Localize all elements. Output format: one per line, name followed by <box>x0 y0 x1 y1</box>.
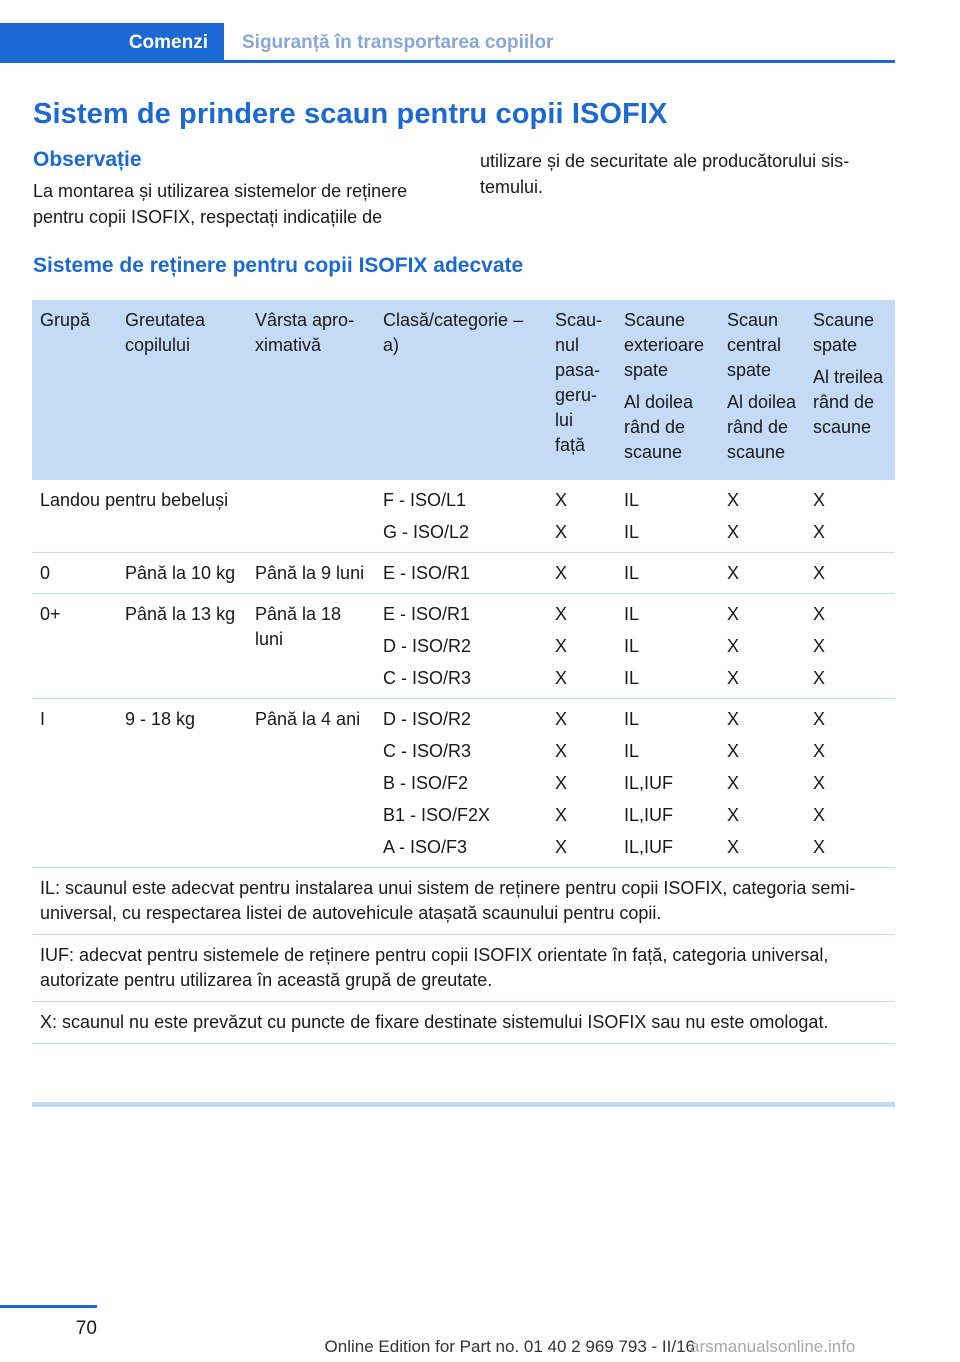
watermark: arsmanualsonline.info <box>690 1337 856 1356</box>
cell-group: I <box>32 699 117 868</box>
cell-value: IL <box>624 741 640 761</box>
table-row <box>32 553 895 594</box>
column-header-text: Al doilea rând de scaune <box>727 392 797 462</box>
cell-value: X <box>555 636 568 656</box>
cell-value: IL <box>624 563 640 583</box>
cell-value: G - ISO/L2 <box>383 522 470 542</box>
cell-front <box>547 699 616 868</box>
cell-value: X <box>555 837 568 857</box>
cell-value: B1 - ISO/F2X <box>383 805 491 825</box>
cell-third <box>805 594 895 699</box>
cell-value: IL <box>624 636 640 656</box>
cell-center <box>719 480 805 553</box>
cell-third <box>805 480 895 553</box>
cell-value: X <box>555 490 568 510</box>
cell-value: X <box>813 668 826 688</box>
cell-value: IL,IUF <box>624 837 674 857</box>
cell-value: X <box>727 522 740 542</box>
tab-comenzi[interactable]: Comenzi <box>0 23 224 63</box>
cell-outer <box>616 480 719 553</box>
cell-value: C - ISO/R3 <box>383 668 472 688</box>
column-header-text: Al doilea rând de scaune <box>624 392 694 462</box>
cell-value: X <box>727 636 740 656</box>
section-title: Sisteme de reținere pentru copii ISOFIX adecvate <box>33 254 524 277</box>
cell-value: X <box>813 709 826 729</box>
cell-value: D - ISO/R2 <box>383 709 472 729</box>
cell-value: X <box>813 805 826 825</box>
isofix-table <box>32 300 895 1044</box>
cell-group: 0 <box>32 553 117 594</box>
cell-third <box>805 553 895 594</box>
cell-third <box>805 699 895 868</box>
cell-value: IL <box>624 668 640 688</box>
cell-value: X <box>555 805 568 825</box>
cell-classes <box>375 594 547 699</box>
cell-value: X <box>813 490 826 510</box>
cell-value: X <box>813 837 826 857</box>
legend-note: IL: scaunul este adecvat pentru instalarea unui sistem de reținere pentru copii ISOFIX, categoria semi-universal, cu respectarea listei de autovehicule atașată scaunului pentru copii. <box>32 868 895 935</box>
table-bottom-bar <box>32 1102 895 1107</box>
cell-value: X <box>555 668 568 688</box>
column-header-text: Vârsta aproximativă <box>255 310 355 355</box>
cell-value: X <box>813 773 826 793</box>
tab-child-safety[interactable]: Siguranță în transportarea copiilor <box>242 32 554 53</box>
footer-rule <box>0 1305 97 1308</box>
edition-label: Online Edition for Part no. 01 40 2 969 793 - II/16 <box>324 1337 695 1356</box>
page-title: Sistem de prindere scaun pentru copii ISOFIX <box>33 98 668 130</box>
cell-value: X <box>813 522 826 542</box>
cell-value: X <box>727 837 740 857</box>
cell-classes <box>375 553 547 594</box>
cell-value: X <box>727 490 740 510</box>
column-header-text: Scaune spate <box>813 310 875 355</box>
cell-value: IL <box>624 490 640 510</box>
column-header-text: Scaunul pasagerului față <box>555 310 603 455</box>
page-header <box>0 23 895 63</box>
column-header-text: Greutatea copilului <box>125 310 206 355</box>
column-header-text: Grupă <box>40 310 91 330</box>
cell-value: F - ISO/L1 <box>383 490 467 510</box>
cell-value: X <box>555 773 568 793</box>
cell-value: IL <box>624 522 640 542</box>
cell-group: Landou pentru bebeluși <box>32 480 375 553</box>
note-text-col1: La montarea și utilizarea sistemelor de reținere pentru copii ISOFIX, respectați indicațiile de <box>33 181 408 227</box>
cell-age: Până la 9 luni <box>247 553 375 594</box>
cell-weight: 9 - 18 kg <box>117 699 247 868</box>
cell-value: X <box>555 522 568 542</box>
cell-value: X <box>727 773 740 793</box>
column-header <box>375 300 547 480</box>
cell-group: 0+ <box>32 594 117 699</box>
cell-weight: Până la 10 kg <box>117 553 247 594</box>
cell-classes <box>375 480 547 553</box>
column-header <box>117 300 247 480</box>
cell-value: A - ISO/F3 <box>383 837 468 857</box>
page-number: 70 <box>75 1318 97 1339</box>
legend-note: IUF: adecvat pentru sistemele de reținere pentru copii ISOFIX orientate în față, categoria universal, autorizate pentru utilizarea în această grupă de greutate. <box>32 935 895 1002</box>
cell-center <box>719 553 805 594</box>
column-header <box>616 300 719 480</box>
column-header <box>247 300 375 480</box>
table-row <box>32 699 895 868</box>
table-row <box>32 480 895 553</box>
cell-front <box>547 480 616 553</box>
table-row <box>32 594 895 699</box>
column-header-text: Al treilea rând de scaune <box>813 367 884 437</box>
note-heading: Observație <box>33 148 142 171</box>
cell-value: D - ISO/R2 <box>383 636 472 656</box>
cell-value: X <box>727 604 740 624</box>
note-row <box>32 868 895 935</box>
cell-value: IL,IUF <box>624 773 674 793</box>
column-header <box>32 300 117 480</box>
cell-value: X <box>727 563 740 583</box>
cell-value: X <box>813 741 826 761</box>
cell-center <box>719 699 805 868</box>
cell-center <box>719 594 805 699</box>
column-header <box>547 300 616 480</box>
cell-front <box>547 553 616 594</box>
cell-value: E - ISO/R1 <box>383 563 471 583</box>
cell-front <box>547 594 616 699</box>
column-header-text: Scaun central spate <box>727 310 782 380</box>
cell-value: X <box>555 604 568 624</box>
note-text-col2: utilizare și de securitate ale producătorului sistemului. <box>480 151 850 197</box>
cell-outer <box>616 594 719 699</box>
cell-value: IL <box>624 604 640 624</box>
cell-value: X <box>813 604 826 624</box>
cell-value: X <box>727 805 740 825</box>
cell-value: B - ISO/F2 <box>383 773 469 793</box>
cell-classes <box>375 699 547 868</box>
cell-age: Până la 4 ani <box>247 699 375 868</box>
note-row <box>32 935 895 1002</box>
cell-value: X <box>813 563 826 583</box>
note-row <box>32 1002 895 1044</box>
cell-value: X <box>555 709 568 729</box>
column-header-text: Scaune exterioare spate <box>624 310 705 380</box>
cell-weight: Până la 13 kg <box>117 594 247 699</box>
cell-outer <box>616 553 719 594</box>
cell-value: X <box>727 668 740 688</box>
column-header <box>805 300 895 480</box>
cell-age: Până la 18 luni <box>247 594 375 699</box>
cell-value: C - ISO/R3 <box>383 741 472 761</box>
column-header <box>719 300 805 480</box>
cell-value: X <box>727 741 740 761</box>
legend-note: X: scaunul nu este prevăzut cu puncte de fixare destinate sistemului ISOFIX sau nu este omologat. <box>32 1002 895 1044</box>
cell-value: IL <box>624 709 640 729</box>
column-header-text: Clasă/categorie – a) <box>383 310 524 355</box>
cell-value: E - ISO/R1 <box>383 604 471 624</box>
cell-value: X <box>727 709 740 729</box>
table-header-row <box>32 300 895 480</box>
cell-value: X <box>555 563 568 583</box>
cell-value: X <box>813 636 826 656</box>
cell-outer <box>616 699 719 868</box>
cell-value: IL,IUF <box>624 805 674 825</box>
cell-value: X <box>555 741 568 761</box>
